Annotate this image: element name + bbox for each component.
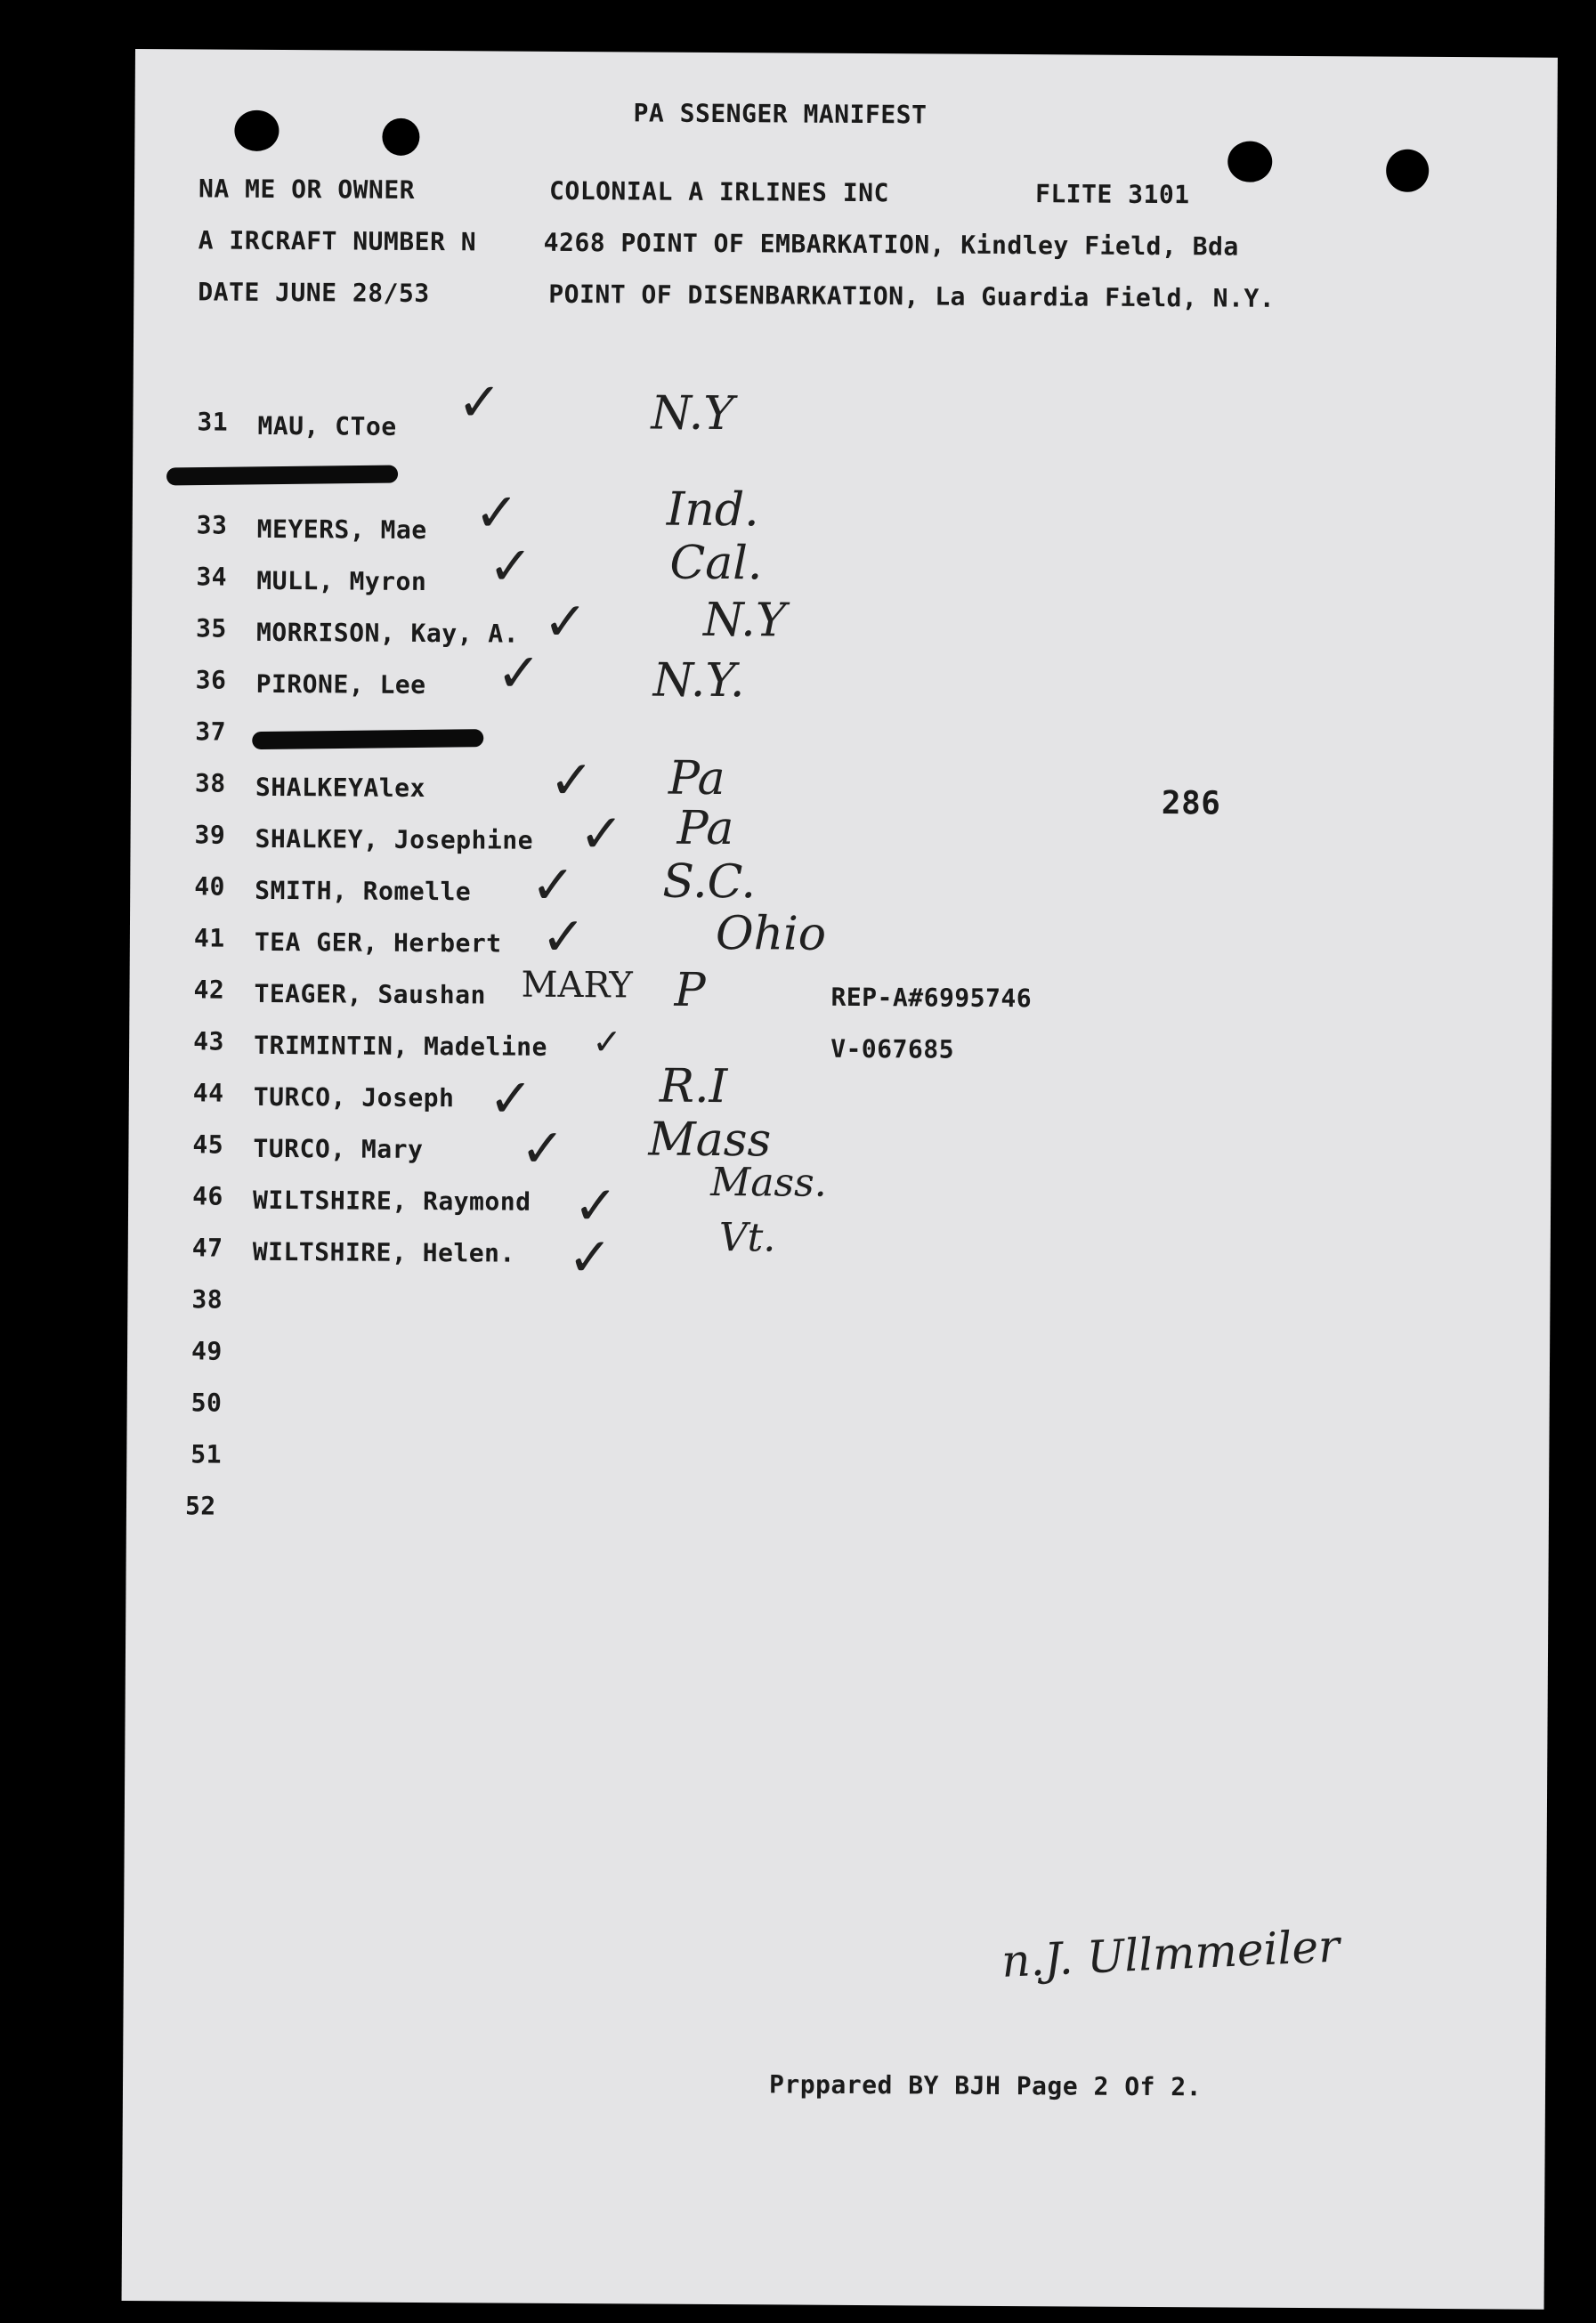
row-number: 46 [192, 1181, 223, 1211]
row-number: 40 [194, 871, 226, 902]
checkmark: ✓ [488, 535, 533, 598]
passenger-name: WILTSHIRE, Helen. [252, 1236, 515, 1268]
handwritten-mark: P [674, 963, 706, 1017]
blank-line-number: 50 [190, 1388, 223, 1418]
rep-number: REP-A#6995746 [830, 982, 1033, 1014]
checkmark: ✓ [488, 1067, 534, 1130]
checkmark: ✓ [579, 803, 625, 866]
checkmark: ✓ [572, 1175, 619, 1238]
checkmark: ✓ [496, 642, 542, 705]
handwritten-state: R.I [659, 1059, 728, 1114]
row-number: 44 [192, 1078, 224, 1108]
checkmark: ✓ [531, 854, 576, 918]
carrier-name: COLONIAL A IRLINES INC [548, 175, 890, 208]
handwritten-state: N.Y. [652, 653, 745, 708]
manifest-date: DATE JUNE 28/53 [198, 277, 430, 309]
row-number: 31 [197, 407, 229, 437]
flight-number: FLITE 3101 [1034, 179, 1190, 210]
checkmark: ✓ [474, 482, 520, 545]
handwritten-mary: MARY [521, 964, 633, 1007]
blank-line-number: 52 [184, 1491, 216, 1521]
handwritten-state: Cal. [669, 536, 763, 591]
passenger-name: TURCO, Mary [253, 1133, 424, 1164]
row-number: 37 [195, 716, 227, 747]
name-owner-label: NA ME OR OWNER [198, 174, 416, 205]
handwritten-state: Pa [668, 751, 725, 806]
redaction-bar [252, 729, 483, 749]
passenger-name: SHALKEYAlex [255, 772, 425, 804]
handwritten-state: N.Y [651, 386, 734, 441]
passenger-name: MORRISON, Kay, A. [255, 617, 520, 649]
row-number: 45 [192, 1129, 224, 1160]
manifest-title: PA SSENGER MANIFEST [633, 98, 928, 130]
passenger-name: PIRONE, Lee [255, 668, 426, 700]
passenger-name: TEAGER, Saushan [254, 978, 486, 1010]
handwritten-state: Ind. [666, 482, 759, 538]
handwritten-state: S.C. [662, 854, 757, 910]
redaction-bar [166, 465, 398, 486]
passenger-name: MAU, CToe [257, 410, 397, 441]
handwritten-state: Pa [676, 801, 734, 856]
row-number: 34 [196, 562, 228, 592]
checkmark: ✓ [520, 1117, 565, 1180]
handwritten-state: N.Y [702, 593, 787, 648]
handwritten-state: Mass [648, 1113, 772, 1168]
row-number: 41 [193, 923, 225, 953]
checkmark: ✓ [542, 590, 588, 654]
passenger-name: MULL, Myron [256, 565, 427, 597]
checkmark: ✓ [567, 1226, 613, 1290]
punch-hole [234, 110, 279, 151]
passenger-name: TURCO, Joseph [253, 1081, 455, 1113]
punch-hole [382, 118, 419, 156]
blank-line-number: 49 [190, 1336, 223, 1366]
row-number: 35 [195, 613, 227, 643]
passenger-name: TRIMINTIN, Madeline [254, 1030, 548, 1062]
embarkation-point: 4268 POINT OF EMBARKATION, Kindley Field, Bda [543, 227, 1239, 262]
page-stamp-number: 286 [1161, 785, 1221, 822]
checkmark: ✓ [592, 1022, 622, 1064]
row-number: 43 [193, 1026, 225, 1056]
row-number: 39 [194, 820, 226, 850]
prepared-by-footer: Prppared BY BJH Page 2 Of 2. [768, 2069, 1203, 2102]
passenger-name: SMITH, Romelle [255, 875, 472, 907]
checkmark: ✓ [548, 749, 595, 813]
passenger-name: TEA GER, Herbert [254, 927, 502, 959]
handwritten-state: Ohio [715, 907, 827, 961]
aircraft-label: A IRCRAFT NUMBER N [198, 225, 477, 257]
row-number: 33 [196, 510, 228, 540]
checkmark: ✓ [540, 905, 587, 969]
passenger-name: SHALKEY, Josephine [255, 823, 534, 855]
blank-line-number: 38 [191, 1284, 223, 1315]
passenger-name: WILTSHIRE, Raymond [253, 1185, 531, 1217]
v-number: V-067685 [830, 1033, 955, 1064]
checkmark: ✓ [457, 371, 503, 434]
punch-hole [1386, 150, 1429, 192]
manifest-page [122, 49, 1558, 2310]
handwritten-state: Vt. [718, 1215, 776, 1261]
punch-hole [1227, 141, 1272, 182]
handwritten-state: Mass. [710, 1159, 827, 1206]
passenger-name: MEYERS, Mae [256, 514, 427, 546]
signature: n.J. Ullmmeiler [1000, 1920, 1341, 1987]
row-number: 38 [194, 768, 226, 798]
row-number: 47 [191, 1233, 223, 1263]
blank-line-number: 51 [190, 1439, 223, 1469]
row-number: 42 [193, 975, 225, 1005]
disembarkation-point: POINT OF DISENBARKATION, La Guardia Field, N.Y. [548, 279, 1276, 313]
row-number: 36 [195, 665, 227, 695]
